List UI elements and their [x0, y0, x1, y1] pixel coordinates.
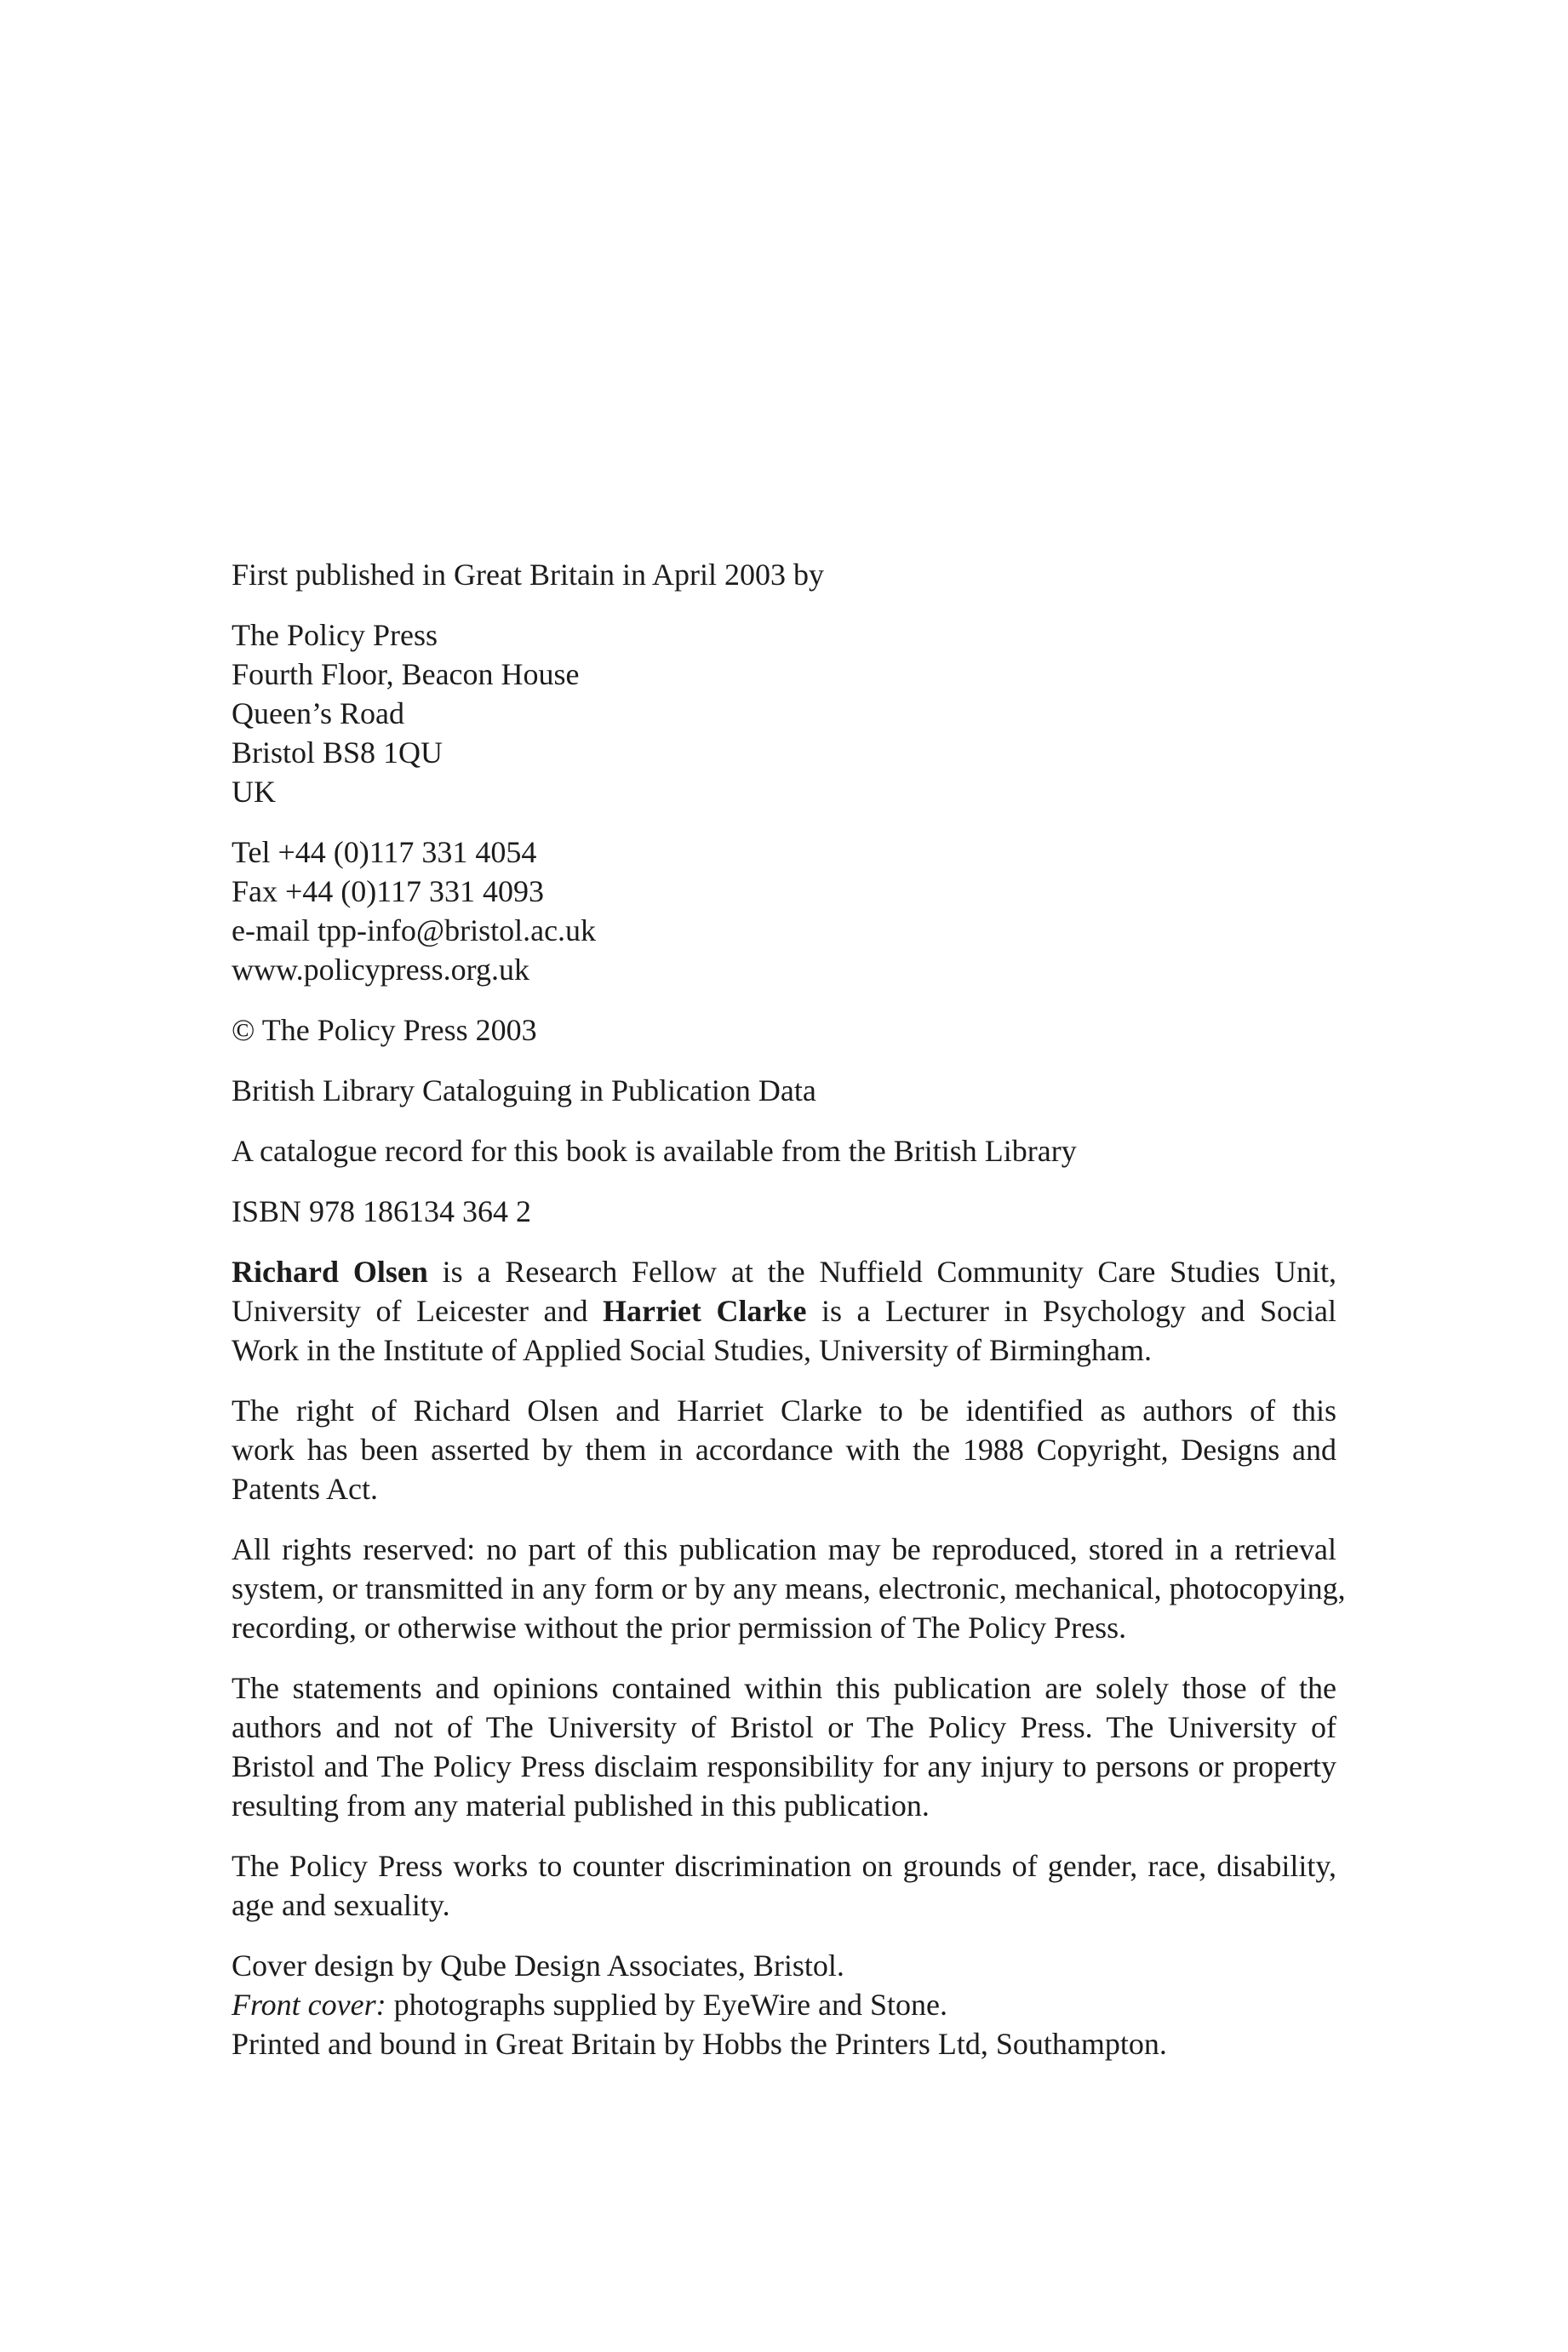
- website-url: www.policypress.org.uk: [232, 953, 529, 987]
- cover-design-credit: Cover design by Qube Design Associates, Bristol.: [232, 1949, 844, 1983]
- fax: Fax +44 (0)117 331 4093: [232, 874, 544, 908]
- printer-credit: Printed and bound in Great Britain by Hobbs the Printers Ltd, Southampton.: [232, 2027, 1167, 2061]
- discrimination-statement: The Policy Press works to counter discrimination on grounds of gender, race, disability, age and sexuality.: [232, 1849, 1336, 1922]
- front-cover-credit: Front cover: photographs supplied by EyeWire and Stone.: [232, 1988, 948, 2022]
- address-line: Bristol BS8 1QU: [232, 735, 444, 770]
- cataloguing-heading: British Library Cataloguing in Publication Data: [232, 1073, 816, 1107]
- first-published-line: First published in Great Britain in April 2003 by: [232, 558, 824, 592]
- publisher-address: [232, 615, 1336, 811]
- email-address: e-mail tpp-info@bristol.ac.uk: [232, 913, 597, 947]
- address-line: Fourth Floor, Beacon House: [232, 657, 580, 691]
- copyright-page: [232, 555, 1346, 2085]
- copyright-notice: © The Policy Press 2003: [232, 1013, 537, 1047]
- isbn: ISBN 978 186134 364 2: [232, 1194, 532, 1228]
- authors-bio: [232, 1252, 1336, 1370]
- catalogue-record: A catalogue record for this book is available from the British Library: [232, 1134, 1077, 1168]
- bio-line: Richard Olsen is a Research Fellow at the Nuffield Community Care Studies Unit,: [232, 1255, 1336, 1289]
- address-line: The Policy Press: [232, 618, 438, 652]
- author-name: Harriet Clarke: [602, 1294, 807, 1328]
- publisher-contact: [232, 833, 1336, 989]
- telephone: Tel +44 (0)117 331 4054: [232, 835, 537, 869]
- moral-rights-statement: The right of Richard Olsen and Harriet Clarke to be identified as authors of this work has been asserted by them in accordance with the 1988 Copyright, Designs and Patents Act.: [232, 1393, 1336, 1506]
- bio-line: Work in the Institute of Applied Social Studies, University of Birmingham.: [232, 1333, 1152, 1367]
- bio-line: University of Leicester and Harriet Clarke is a Lecturer in Psychology and Social: [232, 1294, 1337, 1328]
- address-line: Queen’s Road: [232, 696, 404, 730]
- rights-reserved-statement: All rights reserved: no part of this publication may be reproduced, stored in a retrieval system, or transmitted in any form or by any means, electronic, mechanical, photocopying, recording, or otherwise without the prior permission of The Policy Press.: [232, 1532, 1346, 1645]
- disclaimer-statement: The statements and opinions contained within this publication are solely those of the authors and not of The University of Bristol or The Policy Press. The University of Bristol and The Policy Press disclaim responsibility for any injury to persons or property resulting from any material published in this publication.: [232, 1671, 1336, 1823]
- author-name: Richard Olsen: [232, 1255, 428, 1289]
- production-credits: [232, 1946, 1336, 2063]
- address-line: UK: [232, 775, 276, 809]
